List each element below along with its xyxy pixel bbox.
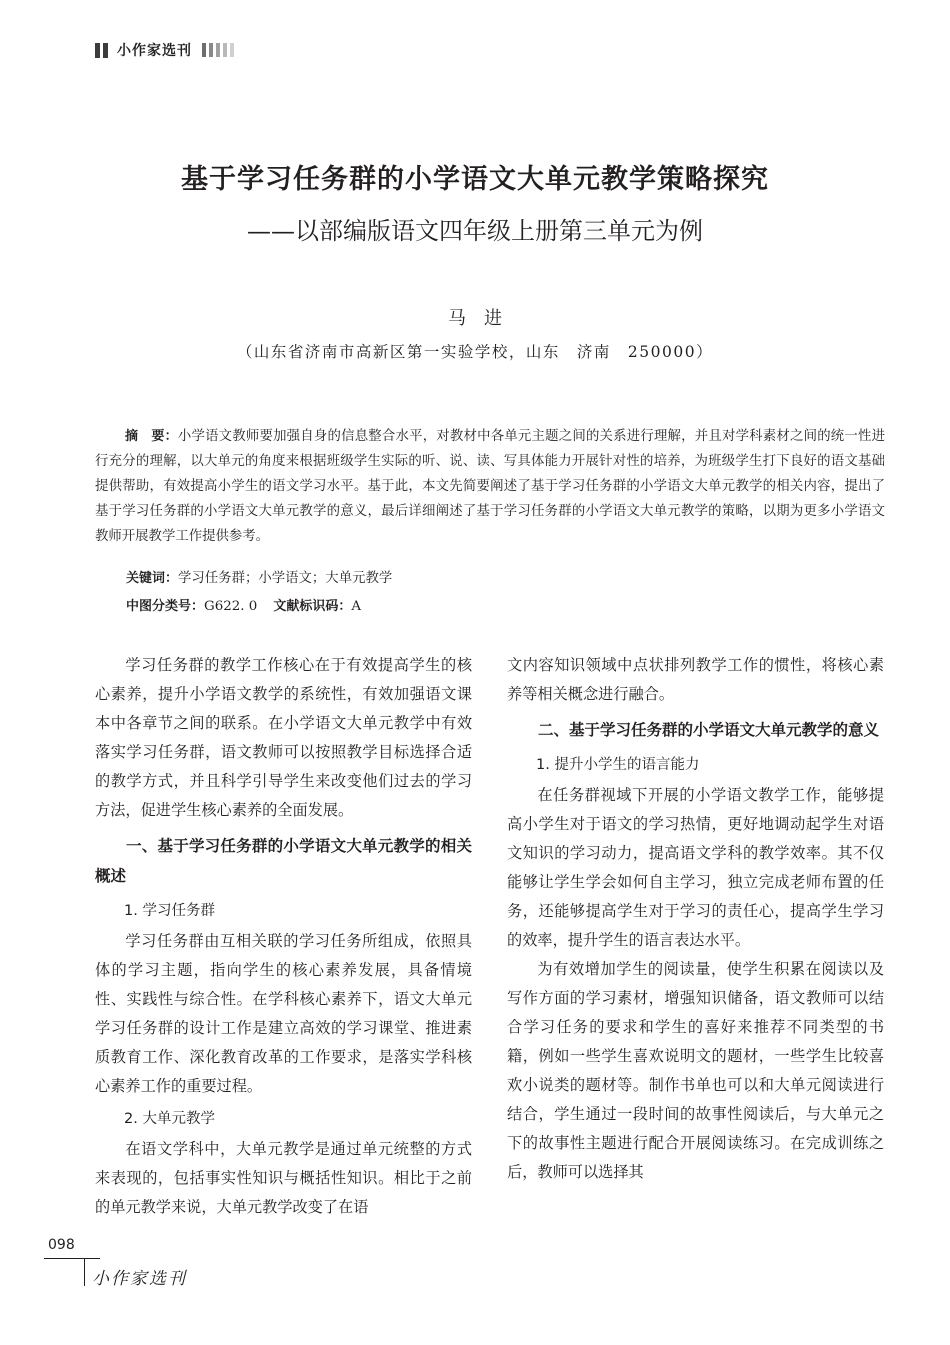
section-heading-1: 一、基于学习任务群的小学语文大单元教学的相关概述 xyxy=(95,837,472,885)
paragraph-reading: 为有效增加学生的阅读量，使学生积累在阅读以及写作方面的学习素材，增强知识储备，语文教师可以结合学习任务的要求和学生的喜好来推荐不同类型的书籍，例如一些学生喜欢说明文的题材，一些学生比较喜欢小说类的题材等。制作书单也可以和大单元阅读进行结合，学生通过一段时间的故事性阅读后，与大单元之下的故事性主题进行配合开展阅读练习。在完成训练之后，教师可以选择其 xyxy=(507,960,884,1181)
body-column-right xyxy=(507,651,884,1187)
paragraph-task-group: 学习任务群由互相关联的学习任务所组成，依照具体的学习主题，指向学生的核心素养发展，具备情境性、实践性与综合性。在学科核心素养下，语文大单元学习任务群的设计工作是建立高效的学习课堂、推进素质教育工作、深化教育改革的工作要求，是落实学科核心素养工作的重要过程。 xyxy=(95,932,472,1095)
clc-value: G622. 0 xyxy=(204,599,258,614)
abstract-text: 小学语文教师要加强自身的信息整合水平，对教材中各单元主题之间的关系进行理解，并且对学科素材之间的统一性进行充分的理解，以大单元的角度来根据班级学生实际的听、说、读、写具体能力开展针对性的培养，为班级学生打下良好的语文基础提供帮助，有效提高小学生的语文学习水平。基于此，本文先简要阐述了基于学习任务群的小学语文大单元教学的相关内容，提出了基于学习任务群的小学语文大单元教学的意义，最后详细阐述了基于学习任务群的小学语文大单元教学的策略，以期为更多小学语文教师开展教学工作提供参考。 xyxy=(95,429,885,544)
body-column-left xyxy=(95,651,472,1222)
subsection-heading-1-1: 1. 学习任务群 xyxy=(124,903,215,919)
intro-paragraph: 学习任务群的教学工作核心在于有效提高学生的核心素养，提升小学语文教学的系统性，有效加强语文课本中各章节之间的联系。在小学语文大单元教学中有效落实学习任务群，语文教师可以按照教学目标选择合适的教学方式，并且科学引导学生来改变他们过去的学习方法，促进学生核心素养的全面发展。 xyxy=(95,656,472,819)
author-name: 马进 xyxy=(448,308,520,329)
section-heading-2: 二、基于学习任务群的小学语文大单元教学的意义 xyxy=(538,721,880,739)
abstract xyxy=(95,424,885,549)
footer-rule xyxy=(44,1258,100,1259)
classification xyxy=(126,594,361,619)
abstract-label: 摘 要： xyxy=(125,429,178,444)
footer-vertical-rule xyxy=(84,1258,85,1286)
journal-name: 小作家选刊 xyxy=(117,43,192,59)
paragraph-continued: 文内容知识领域中点状排列教学工作的惯性，将核心素养等相关概念进行融合。 xyxy=(507,656,884,703)
paragraph-big-unit: 在语文学科中，大单元教学是通过单元统整的方式来表现的，包括事实性知识与概括性知识。相比于之前的单元教学来说，大单元教学改变了在语 xyxy=(95,1140,472,1216)
header-bars-right xyxy=(202,43,234,57)
keywords-label: 关键词： xyxy=(126,571,179,586)
subsection-heading-1-2: 2. 大单元教学 xyxy=(124,1111,215,1127)
article-title: 基于学习任务群的小学语文大单元教学策略探究 xyxy=(181,164,769,195)
keywords-text: 学习任务群；小学语文；大单元教学 xyxy=(178,571,393,586)
subsection-heading-2-1: 1. 提升小学生的语言能力 xyxy=(536,757,700,773)
clc-label: 中图分类号： xyxy=(126,599,205,614)
keywords xyxy=(126,566,392,591)
page-number: 098 xyxy=(48,1237,75,1253)
doc-code-value: A xyxy=(351,599,361,614)
header-bars-left xyxy=(95,43,108,58)
article-subtitle: ——以部编版语文四年级上册第三单元为例 xyxy=(247,217,703,245)
running-header xyxy=(95,38,234,62)
paragraph-language-ability: 在任务群视域下开展的小学语文教学工作，能够提高小学生对于语文的学习热情，更好地调动起学生对语文知识的学习动力，提高语文学科的教学效率。其不仅能够让学生学会如何自主学习，独立完成老师布置的任务，还能够提高学生对于学习的责任心，提高学生学习的效率，提升学生的语言表达水平。 xyxy=(507,786,884,949)
author-affiliation: （山东省济南市高新区第一实验学校，山东 济南 250000） xyxy=(236,343,714,361)
footer-logo: 小作家选刊 xyxy=(92,1269,187,1289)
doc-code-label: 文献标识码： xyxy=(273,599,352,614)
